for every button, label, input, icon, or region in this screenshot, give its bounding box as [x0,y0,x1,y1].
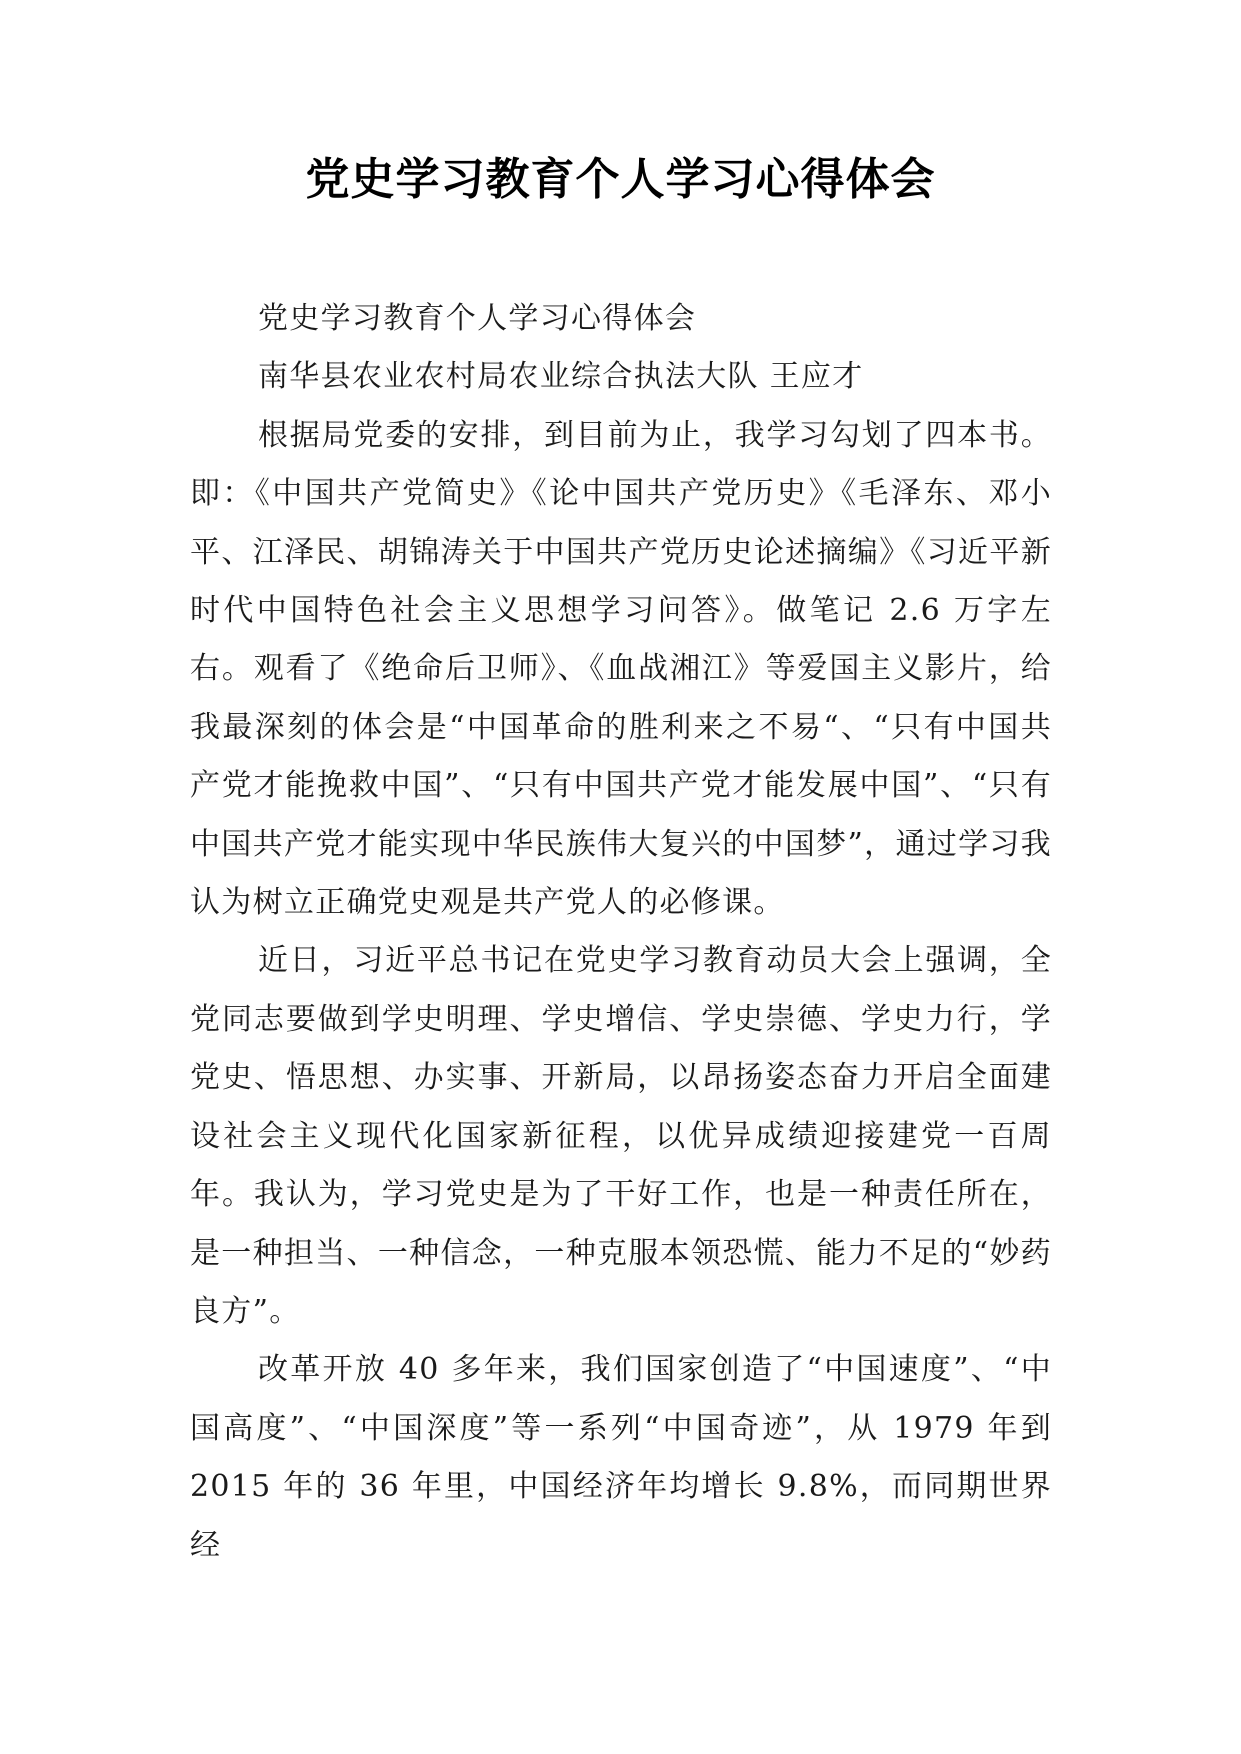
paragraph-study-summary: 根据局党委的安排，到目前为止，我学习勾划了四本书。即：《中国共产党简史》《论中国共产党历史》《毛泽东、邓小平、江泽民、胡锦涛关于中国共产党历史论述摘编》《习近平新时代中国特色社会主义思想学习问答》。做笔记 2.6 万字左右。观看了《绝命后卫师》、《血战湘江》等爱国主义影片，给我最深刻的体会是“中国革命的胜利来之不易“、“只有中国共产党才能挽救中国”、“只有中国共产党才能发展中国”、“只有中国共产党才能实现中华民族伟大复兴的中国梦”，通过学习我认为树立正确党史观是共产党人的必修课。 [190,417,1052,921]
document-body [190,290,1052,1575]
paragraph-speech: 近日，习近平总书记在党史学习教育动员大会上强调，全党同志要做到学史明理、学史增信、学史崇德、学史力行，学党史、悟思想、办实事、开新局，以昂扬姿态奋力开启全面建设社会主义现代化国家新征程，以优异成绩迎接建党一百周年。我认为，学习党史是为了干好工作，也是一种责任所在，是一种担当、一种信念，一种克服本领恐慌、能力不足的“妙药良方”。 [190,943,1052,1329]
paragraph-author: 南华县农业农村局农业综合执法大队 王应才 [258,359,864,395]
paragraph-subtitle: 党史学习教育个人学习心得体会 [258,301,697,336]
paragraph-reform: 改革开放 40 多年来，我们国家创造了“中国速度”、“中国高度”、“中国深度”等一系列“中国奇迹”，从 1979 年到 2015 年的 36 年里，中国经济年均增长 9.8%，而同期世界经 [190,1352,1052,1563]
document-title: 党史学习教育个人学习心得体会 [305,154,936,205]
